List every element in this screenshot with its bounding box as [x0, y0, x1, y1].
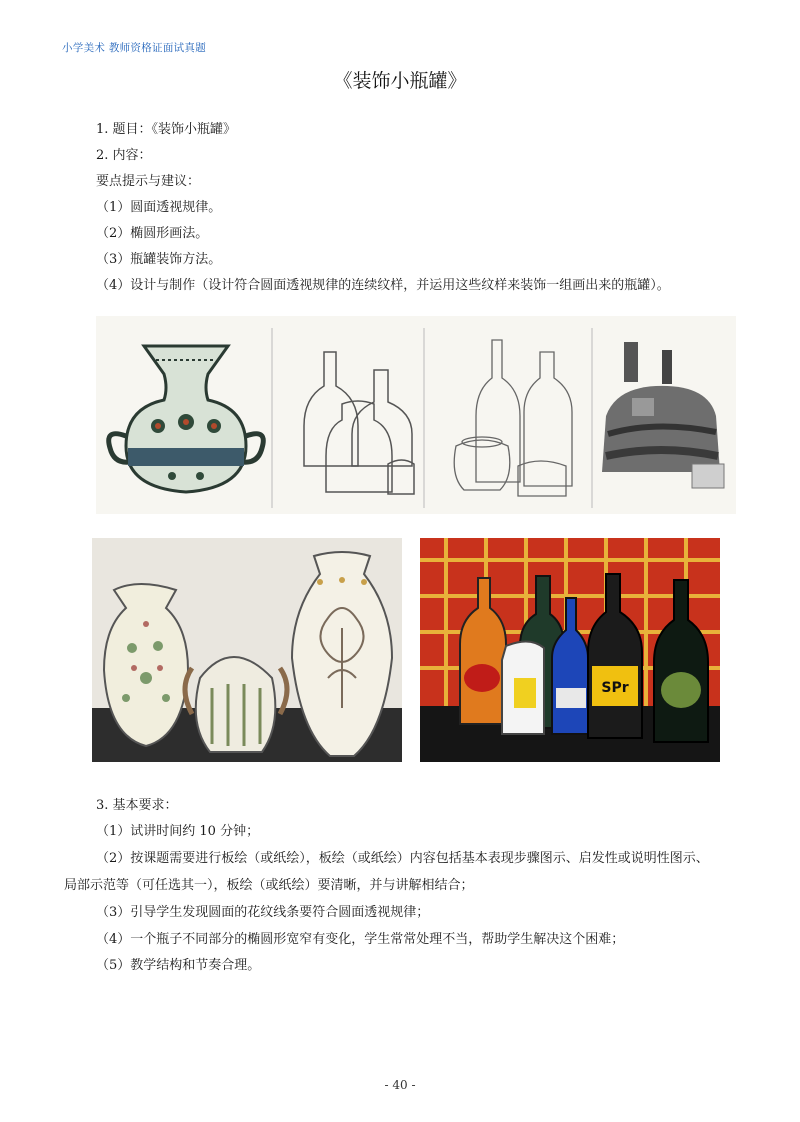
requirement-item: （2）按课题需要进行板绘（或纸绘），板绘（或纸绘）内容包括基本表现步骤图示、启发性或说明性图示、 — [96, 851, 709, 866]
bottle-drawing-steps-illustration — [96, 316, 736, 514]
page-number: - 40 - — [384, 1078, 416, 1092]
decorated-vases-artwork — [92, 538, 402, 762]
page-title: 《装饰小瓶罐》 — [333, 70, 467, 92]
bottle-drawing-steps-figure — [96, 316, 736, 514]
requirement-item-continuation: 局部示范等（可任选其一），板绘（或纸绘）要清晰，并与讲解相结合； — [64, 878, 474, 893]
tip-item: （1）圆面透视规律。 — [96, 200, 222, 215]
bottles-on-tiles-illustration — [420, 538, 720, 762]
requirement-item: （3）引导学生发现圆面的花纹线条要符合圆面透视规律； — [96, 905, 430, 920]
spr-bottle-label: SPr — [601, 680, 629, 696]
page-header: 小学美术 教师资格证面试真题 — [62, 42, 207, 54]
tips-heading: 要点提示与建议： — [96, 174, 201, 189]
tip-item: （2）椭圆形画法。 — [96, 226, 209, 241]
tip-item: （3）瓶罐装饰方法。 — [96, 252, 222, 267]
content-line: 2. 内容： — [96, 148, 152, 163]
topic-line: 1. 题目：《装饰小瓶罐》 — [96, 122, 237, 137]
requirement-item: （4）一个瓶子不同部分的椭圆形宽窄有变化，学生常常处理不当，帮助学生解决这个困难； — [96, 932, 625, 947]
requirement-item: （5）教学结构和节奏合理。 — [96, 958, 261, 973]
bottles-on-tiles-artwork — [420, 538, 720, 762]
tip-item: （4）设计与制作（设计符合圆面透视规律的连续纹样，并运用这些纹样来装饰一组画出来的瓶罐）。 — [96, 278, 670, 293]
decorated-vases-illustration — [92, 538, 402, 762]
requirement-item: （1）试讲时间约 10 分钟； — [96, 824, 260, 839]
requirements-heading: 3. 基本要求： — [96, 798, 178, 813]
